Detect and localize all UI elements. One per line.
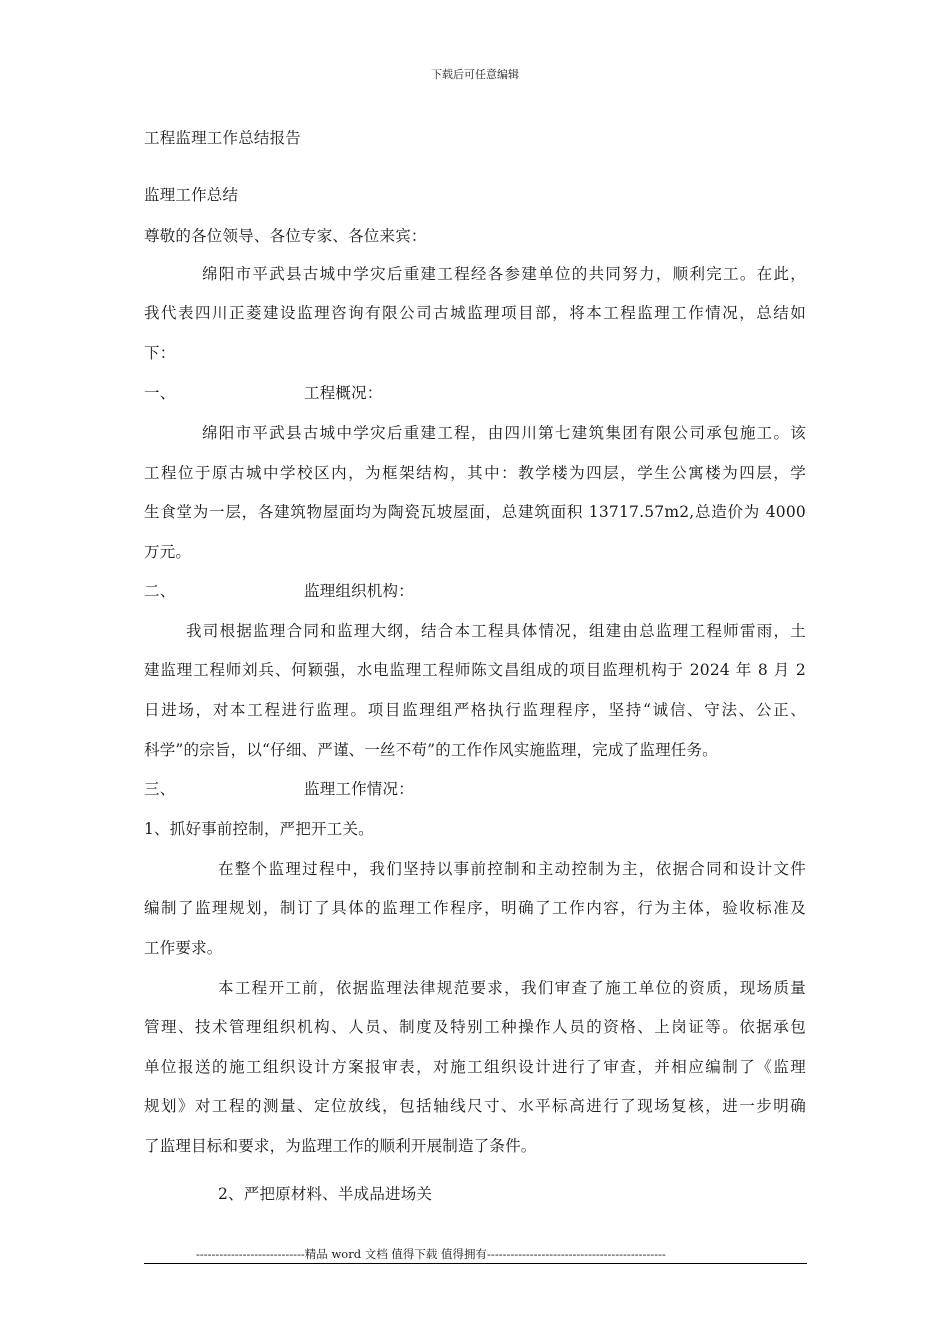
item-1-para-1-line-1: 在整个监理过程中，我们坚持以事前控制和主动控制为主，依据合同和设计文件 <box>218 860 806 878</box>
section-1-title: 工程概况： <box>304 384 383 402</box>
footer-rule <box>144 1263 807 1264</box>
page-footer: ----------------------------精品 word 文档 值得下载 值得拥有---------------------------------------------- <box>196 1247 666 1261</box>
section-3-number: 三、 <box>144 780 176 798</box>
organization-line-4: 科学”的宗旨，以“仔细、严谨、一丝不苟”的工作作风实施监理，完成了监理任务。 <box>144 741 718 759</box>
intro-line-2: 我代表四川正菱建设监理咨询有限公司古城监理项目部，将本工程监理工作情况，总结如 <box>144 304 806 322</box>
overview-line-2: 工程位于原古城中学校区内，为框架结构，其中：教学楼为四层，学生公寓楼为四层，学 <box>144 464 806 482</box>
item-1-title: 1、抓好事前控制，严把开工关。 <box>144 820 374 838</box>
item-1-para-1-line-2: 编制了监理规划，制订了具体的监理工作程序，明确了工作内容，行为主体，验收标准及 <box>144 899 806 917</box>
overview-line-3: 生食堂为一层，各建筑物屋面均为陶瓷瓦坡屋面，总建筑面积 13717.57m2,总造价为 4000 <box>144 503 806 521</box>
item-1-para-2-line-3: 单位报送的施工组织设计方案报审表，对施工组织设计进行了审查，并相应编制了《监理 <box>144 1058 806 1076</box>
organization-line-1: 我司根据监理合同和监理大纲，结合本工程具体情况，组建由总监理工程师雷雨，土 <box>186 622 806 640</box>
intro-line-1: 绵阳市平武县古城中学灾后重建工程经各参建单位的共同努力，顺利完工。在此， <box>202 265 806 283</box>
page-header: 下载后可任意编辑 <box>431 68 519 81</box>
document-title: 工程监理工作总结报告 <box>144 129 302 147</box>
item-1-para-1-line-3: 工作要求。 <box>144 939 223 957</box>
greeting: 尊敬的各位领导、各位专家、各位来宾： <box>144 227 427 245</box>
item-1-para-2-line-2: 管理、技术管理组织机构、人员、制度及特别工种操作人员的资格、上岗证等。依据承包 <box>144 1018 806 1036</box>
document-subtitle: 监理工作总结 <box>144 186 239 204</box>
intro-line-3: 下： <box>144 344 176 362</box>
organization-line-2: 建监理工程师刘兵、何颖强，水电监理工程师陈文昌组成的项目监理机构于 2024 年 8 月 2 <box>144 661 806 679</box>
organization-line-3: 日进场，对本工程进行监理。项目监理组严格执行监理程序，坚持“诚信、守法、公正、 <box>144 701 806 719</box>
item-1-para-2-line-5: 了监理目标和要求，为监理工作的顺利开展制造了条件。 <box>144 1137 537 1155</box>
item-1-para-2-line-1: 本工程开工前，依据监理法律规范要求，我们审查了施工单位的资质，现场质量 <box>218 979 806 997</box>
overview-line-4: 万元。 <box>144 543 192 561</box>
section-2-title: 监理组织机构： <box>304 582 414 600</box>
section-3-title: 监理工作情况： <box>304 780 414 798</box>
overview-line-1: 绵阳市平武县古城中学灾后重建工程，由四川第七建筑集团有限公司承包施工。该 <box>202 424 806 442</box>
section-1-number: 一、 <box>144 384 176 402</box>
section-2-number: 二、 <box>144 582 176 600</box>
item-1-para-2-line-4: 规划》对工程的测量、定位放线，包括轴线尺寸、水平标高进行了现场复核，进一步明确 <box>144 1097 806 1115</box>
item-2-title: 2、严把原材料、半成品进场关 <box>218 1185 433 1203</box>
